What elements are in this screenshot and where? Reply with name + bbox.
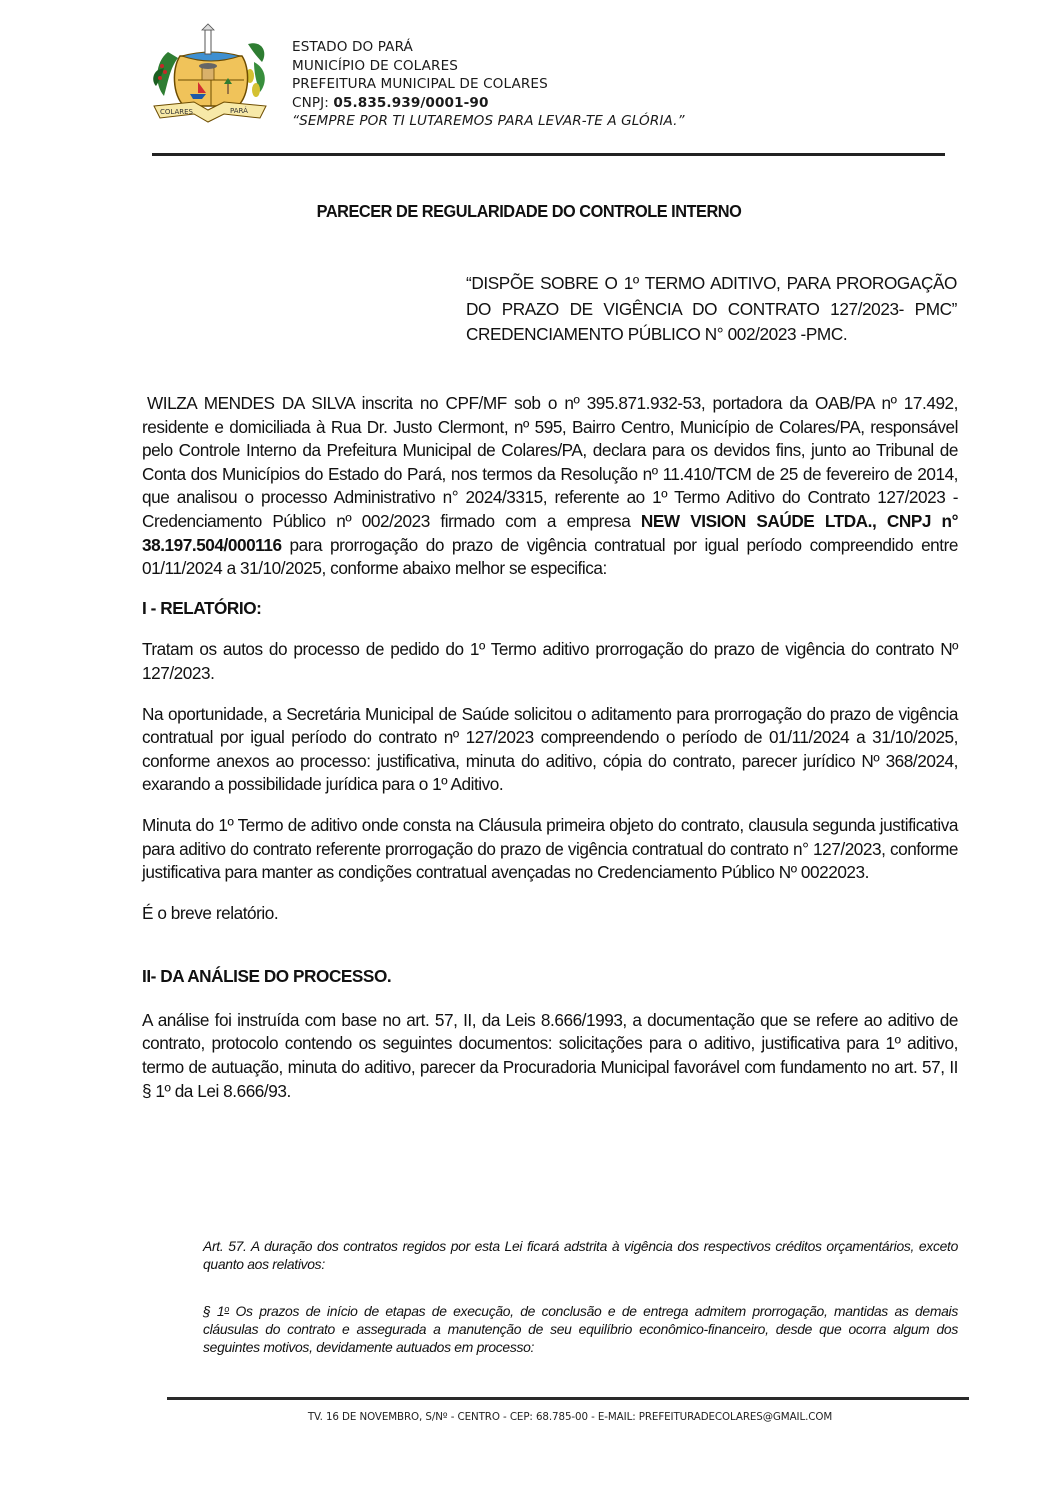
section-heading-analise: II- DA ANÁLISE DO PROCESSO.	[142, 966, 392, 987]
footer-address: TV. 16 DE NOVEMBRO, S/Nº - CENTRO - CEP: 68.785-00 - E-MAIL: PREFEITURADECOLARES@GMAIL.COM	[307, 1411, 833, 1423]
paragraph-1-body: Os prazos de início de etapas de execução, de conclusão e de entrega admitem prorrogação, mantidas as demais cláusulas do contrato e assegurada a manutenção de seu equilíbrio econômico-financeiro, desde que ocorra algum dos seguintes motivos, devidamente autuados em processo:	[203, 1303, 958, 1355]
logo-text-right: PARÁ	[230, 107, 248, 115]
relatorio-closing: É o breve relatório.	[142, 902, 279, 923]
document-ementa: “DISPÕE SOBRE O 1º TERMO ADITIVO, PARA PROROGAÇÃO DO PRAZO DE VIGÊNCIA DO CONTRATO 127/2023- PMC” CREDENCIAMENTO PÚBLICO N° 002/2023 -PMC.	[466, 273, 957, 345]
letterhead-state: ESTADO DO PARÁ	[292, 39, 413, 55]
section-heading-relatorio: I - RELATÓRIO:	[142, 597, 262, 618]
logo-text-left: COLARES	[160, 108, 193, 116]
letterhead-organization	[292, 38, 685, 131]
document-body	[142, 392, 958, 1103]
letterhead-prefecture: PREFEITURA MUNICIPAL DE COLARES	[292, 76, 548, 93]
analise-paragraph: A análise foi instruída com base no art. 57, II, da Leis 8.666/1993, a documentação que se refere ao aditivo de contrato, protocolo contendo os seguintes documentos: solicitações para o aditivo, justificativa para 1º aditivo, termo de autuação, minuta do aditivo, parecer da Procuradoria Municipal favorável com fundamento no art. 57, II § 1º da Lei 8.666/93.	[142, 1009, 958, 1101]
header-divider	[152, 153, 945, 156]
company-name-cnpj: NEW VISION SAÚDE LTDA., CNPJ n° 38.197.504/000116	[142, 510, 958, 555]
coat-of-arms-icon	[150, 22, 272, 132]
ordinal-indicator: o	[224, 1304, 230, 1314]
municipal-coat-of-arms-logo	[150, 22, 272, 132]
cnpj-label: CNPJ:	[292, 94, 334, 111]
intro-text-end: para prorrogação do prazo de vigência contratual por igual período compreendido entre 01/11/2024 a 31/10/2025, conforme abaixo melhor se especifica:	[142, 534, 958, 579]
intro-text-start: WILZA MENDES DA SILVA inscrita no CPF/MF sob o nº 395.871.932-53, portadora da OAB/PA nº 17.492, residente e domiciliada à Rua Dr. Justo Clermont, nº 595, Bairro Centro, Município de Colares/PA, responsável pelo Controle Interno da Prefeitura Municipal de Colares/PA, declara para os devidos fins, junto ao Tribunal de Conta dos Municípios do Estado do Pará, nos termos da Resolução nº 11.410/TCM de 25 de fevereiro de 2014, que analisou o processo Administrativo n° 2024/3315, referente ao 1º Termo Aditivo do Contrato 127/2023 - Credenciamento Público nº 002/2023 firmado com a empresa	[142, 393, 958, 531]
relatorio-paragraph-1: Tratam os autos do processo de pedido do 1º Termo aditivo prorrogação do prazo de vigência do contrato Nº 127/2023.	[142, 639, 958, 683]
article-57-text: Art. 57. A duração dos contratos regidos por esta Lei ficará adstrita à vigência dos respectivos créditos orçamentários, exceto quanto aos relativos:	[203, 1238, 958, 1272]
letterhead-motto: “SEMPRE POR TI LUTAREMOS PARA LEVAR-TE A GLÓRIA.”	[292, 113, 685, 130]
legal-quote-paragraph	[203, 1300, 958, 1356]
relatorio-paragraph-3: Minuta do 1º Termo de aditivo onde consta na Cláusula primeira objeto do contrato, clausula segunda justificativa para aditivo do contrato referente prorrogação do prazo de vigência contratual do contrato n° 127/2023, conforme justificativa para manter as condições contratual avençadas no Credenciamento Público Nº 0022023.	[142, 814, 958, 883]
cnpj-number: 05.835.939/0001-90	[333, 94, 489, 111]
legal-quote-article	[203, 1237, 958, 1273]
intro-paragraph	[142, 392, 958, 581]
document-title: PARECER DE REGULARIDADE DO CONTROLE INTERNO	[316, 201, 742, 221]
paragraph-1-text	[203, 1300, 958, 1356]
relatorio-paragraph-2: Na oportunidade, a Secretária Municipal de Saúde solicitou o aditamento para prorrogação do prazo de vigência contratual por igual período do contrato nº 127/2023 compreendendo o período de 01/11/2024 a 31/10/2025, conforme anexos ao processo: justificativa, minuta do aditivo, cópia do contrato, parecer jurídico Nº 368/2024, exarando a possibilidade jurídica para o 1º Aditivo.	[142, 703, 958, 795]
footer-divider	[167, 1397, 969, 1400]
letterhead-cnpj	[292, 94, 685, 113]
paragraph-symbol: § 1	[203, 1303, 225, 1319]
letterhead-municipality: MUNICÍPIO DE COLARES	[292, 57, 459, 74]
